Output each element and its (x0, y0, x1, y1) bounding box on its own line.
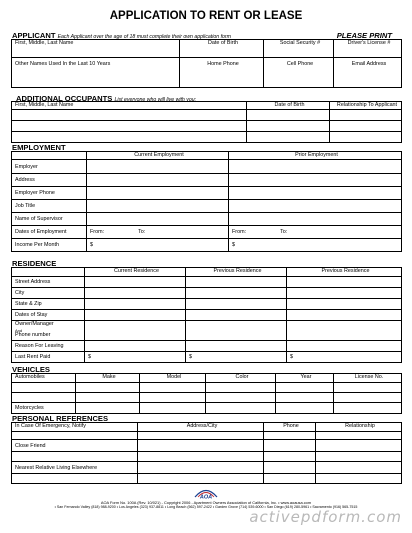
watermark: activepdform.com (249, 508, 402, 526)
emergency-header: In Case Of Emergency, Notify (12, 423, 138, 432)
dates-of-employment-label: Dates of Employment (12, 226, 87, 239)
current-employment-header: Current Employment (87, 152, 229, 160)
rent-field-2[interactable]: $ (186, 352, 287, 363)
references-table (11, 422, 402, 484)
address-city-header: Address/City (138, 423, 264, 432)
occupant-name-header: First, Middle, Last Name (12, 102, 247, 110)
dates-of-stay-label: Dates of Stay (12, 310, 85, 321)
prior-income-field[interactable]: $ (229, 239, 402, 252)
rent-field-1[interactable]: $ (85, 352, 186, 363)
occupant-dob-header: Date of Birth (247, 102, 330, 110)
ssn-field[interactable]: Social Security # (264, 40, 334, 58)
references-heading: PERSONAL REFERENCES (12, 414, 109, 423)
close-friend-label: Close Friend (12, 440, 138, 452)
occupants-subheading: List everyone who will live with you: (114, 97, 197, 103)
supervisor-label: Name of Supervisor (12, 213, 87, 226)
model-header: Model (140, 374, 206, 383)
vehicles-heading: VEHICLES (12, 365, 50, 374)
city-label: City (12, 288, 85, 299)
occupant-relationship-header: Relationship To Applicant (330, 102, 402, 110)
rent-field-3[interactable]: $ (287, 352, 402, 363)
state-zip-label: State & Zip (12, 299, 85, 310)
name-field[interactable]: First, Middle, Last Name (12, 40, 180, 58)
aoa-logo (192, 486, 220, 500)
aoa-logo-graphic (192, 486, 220, 500)
current-dates-field[interactable]: From: To: (87, 226, 229, 239)
current-income-field[interactable]: $ (87, 239, 229, 252)
employment-heading: EMPLOYMENT (12, 143, 66, 152)
prior-employment-header: Prior Employment (229, 152, 402, 160)
aoa-logo-text: AOA (199, 494, 213, 500)
phone-header: Phone (264, 423, 316, 432)
home-phone-field[interactable]: Home Phone (180, 58, 264, 88)
owner-manager-label: Owner/Manager And Phone number (12, 321, 85, 341)
color-header: Color (206, 374, 276, 383)
cell-phone-field[interactable]: Cell Phone (264, 58, 334, 88)
nearest-relative-label: Nearest Relative Living Elsewhere (12, 462, 138, 474)
footer-copyright: AOA Form No. 100A (Rev. 10/021) - Copyright 2006 - Apartment Owners Association of California, Inc. • www.aoausa.com (100, 500, 312, 505)
occupants-heading-text: ADDITIONAL OCCUPANTS (16, 94, 113, 103)
occupant-row[interactable] (12, 132, 247, 143)
residence-heading: RESIDENCE (12, 259, 57, 268)
occupant-row[interactable] (12, 110, 247, 121)
employer-address-label: Address (12, 174, 87, 187)
employer-label: Employer (12, 160, 87, 174)
license-header: License No. (334, 374, 402, 383)
current-residence-header: Current Residence (85, 268, 186, 277)
make-header: Make (76, 374, 140, 383)
income-label: Income Per Month (12, 239, 87, 252)
residence-table (11, 267, 402, 363)
license-field[interactable]: Driver's License # (334, 40, 402, 58)
email-field[interactable]: Email Address (334, 58, 402, 88)
footer-offices: • San Fernando Valley (818) 988-9200 • Los Angeles (323) 937-8811 • Long Beach (562) 597-2422 • Garden Grove (714) 539-6000 • San Diego (619) 280-5961 • Sacramento (916) 565-7515 (54, 505, 358, 509)
automobiles-header: Automobiles (12, 374, 76, 383)
please-print: PLEASE PRINT (336, 31, 392, 40)
previous-residence-header: Previous Residence (186, 268, 287, 277)
street-address-label: Street Address (12, 277, 85, 288)
page-title: APPLICATION TO RENT OR LEASE (109, 10, 303, 22)
occupants-table (11, 101, 402, 143)
applicant-table (11, 39, 402, 88)
dob-field[interactable]: Date of Birth (180, 40, 264, 58)
previous-residence-header-2: Previous Residence (287, 268, 402, 277)
reason-leaving-label: Reason For Leaving (12, 341, 85, 352)
prior-dates-field[interactable]: From: To: (229, 226, 402, 239)
occupant-row[interactable] (12, 121, 247, 132)
applicant-heading-text: APPLICANT (12, 31, 56, 40)
other-names-field[interactable]: Other Names Used In the Last 10 Years (12, 58, 180, 88)
year-header: Year (276, 374, 334, 383)
employment-table (11, 151, 402, 252)
motorcycles-label: Motorcycles (12, 403, 76, 414)
job-title-label: Job Title (12, 200, 87, 213)
employer-phone-label: Employer Phone (12, 187, 87, 200)
applicant-subheading: Each Applicant over the age of 18 must complete their own application form (57, 34, 231, 40)
vehicles-table (11, 373, 402, 414)
last-rent-label: Last Rent Paid (12, 352, 85, 363)
relationship-header: Relationship (316, 423, 402, 432)
